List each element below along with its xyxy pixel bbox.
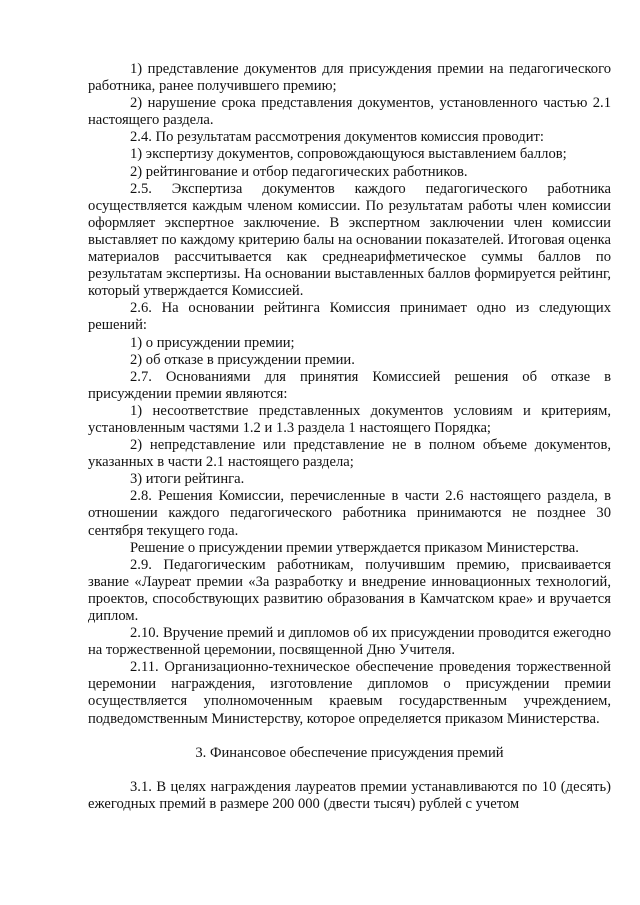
- section-heading: 3. Финансовое обеспечение присуждения премий: [195, 744, 504, 761]
- paragraph-2-7-item-2: 2) непредставление или представление не в полном объеме документов, указанных в части 2.1 настоящего раздела;: [88, 437, 611, 471]
- paragraph-2-4: 2.4. По результатам рассмотрения документов комиссия проводит:: [130, 129, 544, 146]
- paragraph-3-1: 3.1. В целях награждения лауреатов премии устанавливаются по 10 (десять) ежегодных премий в размере 200 000 (двести тысяч) рублей с учетом: [88, 778, 611, 812]
- paragraph-2-9: 2.9. Педагогическим работникам, получившим премию, присваивается звание «Лауреат премии «За разработку и внедрение инновационных технологий, проектов, способствующих развитию образования в Камчатском крае» и вручается диплом.: [88, 556, 611, 624]
- paragraph-2-4-item-2: 2) рейтингование и отбор педагогических работников.: [130, 163, 468, 180]
- paragraph-item-2: 2) нарушение срока представления документов, установленного частью 2.1 настоящего раздела.: [88, 95, 611, 129]
- paragraph-2-6-item-1: 1) о присуждении премии;: [130, 334, 295, 351]
- paragraph-item-1: 1) представление документов для присуждения премии на педагогического работника, ранее получившего премию;: [88, 61, 611, 95]
- paragraph-2-7: 2.7. Основаниями для принятия Комиссией решения об отказе в присуждении премии являются:: [88, 368, 611, 402]
- paragraph-2-4-item-1: 1) экспертизу документов, сопровождающуюся выставлением баллов;: [130, 146, 567, 163]
- document-page: [88, 61, 611, 813]
- paragraph-2-5: 2.5. Экспертиза документов каждого педагогического работника осуществляется каждым членом комиссии. По результатам работы член комиссии оформляет экспертное заключение. В экспертном заключении член комиссии выставляет по каждому критерию балы на основании показателей. Итоговая оценка материалов рассчитывается как среднеарифметическое суммы баллов по результатам экспертизы. На основании выставленных баллов формируется рейтинг, который утверждается Комиссией.: [88, 180, 611, 300]
- paragraph-2-7-item-1: 1) несоответствие представленных документов условиям и критериям, установленным частями 1.2 и 1.3 раздела 1 настоящего Порядка;: [88, 402, 611, 436]
- paragraph-2-6-item-2: 2) об отказе в присуждении премии.: [130, 351, 355, 368]
- paragraph-decision: Решение о присуждении премии утверждается приказом Министерства.: [130, 539, 579, 556]
- paragraph-2-8: 2.8. Решения Комиссии, перечисленные в части 2.6 настоящего раздела, в отношении каждого педагогического работника принимаются не позднее 30 сентября текущего года.: [88, 488, 611, 539]
- paragraph-2-6: 2.6. На основании рейтинга Комиссия принимает одно из следующих решений:: [88, 300, 611, 334]
- paragraph-2-11: 2.11. Организационно-техническое обеспечение проведения торжественной церемонии награждения, изготовление дипломов о присуждении премии осуществляется уполномоченным краевым государственным учреждением, подведомственным Министерству, которое определяется приказом Министерства.: [88, 659, 611, 727]
- paragraph-2-7-item-3: 3) итоги рейтинга.: [130, 471, 245, 488]
- paragraph-2-10: 2.10. Вручение премий и дипломов об их присуждении проводится ежегодно на торжественной церемонии, посвященной Дню Учителя.: [88, 625, 611, 659]
